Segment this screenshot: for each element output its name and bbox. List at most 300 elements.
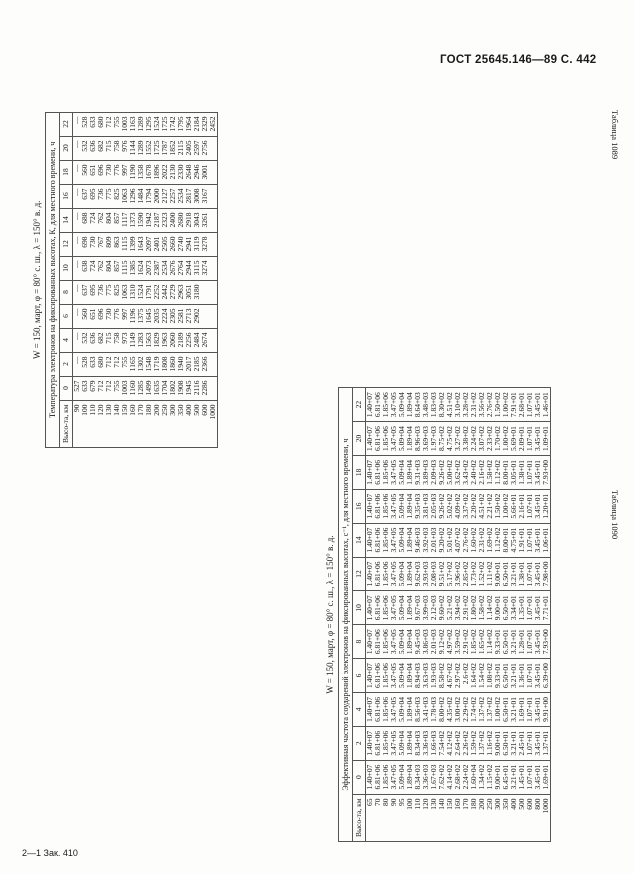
column-header: 12 <box>353 557 366 591</box>
value-cell: 1742 <box>169 112 177 136</box>
value-cell: 1.28+01 <box>518 625 526 659</box>
value-cell: 3.38+02 <box>462 422 470 456</box>
value-cell <box>209 280 218 304</box>
value-cell: 1787 <box>161 136 169 160</box>
value-cell: 1963 <box>161 328 169 352</box>
height-cell: 170 <box>137 400 145 447</box>
value-cell: 1.85+06 <box>382 523 390 557</box>
value-cell: 2.09+01 <box>518 422 526 456</box>
value-cell: 1.40+07 <box>366 557 375 591</box>
value-cell: 2.31+02 <box>478 523 486 557</box>
value-cell: 532 <box>81 328 89 352</box>
value-cell: 688 <box>81 208 89 232</box>
value-cell: 1.73+02 <box>470 557 478 591</box>
column-header: 14 <box>353 523 366 557</box>
value-cell: 2941 <box>185 232 193 256</box>
value-cell: 3.45+01 <box>534 523 542 557</box>
value-cell: 6.50+01 <box>502 726 510 760</box>
value-cell: 3.45+01 <box>534 455 542 489</box>
page-footer: 2—1 Зак. 410 <box>22 848 78 858</box>
height-cell: 170 <box>462 794 470 841</box>
value-cell: 4.75+02 <box>446 422 454 456</box>
value-cell: 2.05+03 <box>430 489 438 523</box>
value-cell: 3.92+03 <box>422 523 430 557</box>
value-cell: 2097 <box>145 232 153 256</box>
height-cell: 500 <box>193 400 201 447</box>
table-row <box>161 112 169 447</box>
value-cell: 1165 <box>129 352 137 376</box>
column-header: Высо-та, км <box>60 400 73 447</box>
value-cell: 2401 <box>153 232 161 256</box>
value-cell: 736 <box>97 184 105 208</box>
value-cell: 7.93+00 <box>542 625 551 659</box>
value-cell: 7.62+02 <box>438 760 446 794</box>
table-row <box>97 112 105 447</box>
value-cell: 3.63+03 <box>422 659 430 693</box>
value-cell: 775 <box>105 184 113 208</box>
value-cell: 2187 <box>153 208 161 232</box>
value-cell: 2581 <box>177 304 185 328</box>
value-cell: 1.12+02 <box>494 455 502 489</box>
value-cell: 9.20+02 <box>438 523 446 557</box>
value-cell: 3.45+01 <box>534 489 542 523</box>
value-cell: 1.80+02 <box>470 591 478 625</box>
value-cell: 6.81+06 <box>374 489 382 523</box>
value-cell: 2224 <box>161 304 169 328</box>
column-header: 6 <box>60 304 73 328</box>
height-cell: 95 <box>398 794 406 841</box>
column-header: 4 <box>353 692 366 726</box>
table2-caption: Эффективная частота соударений электронов на фиксированных высотах, с⁻¹, для местного времени, ч <box>338 387 352 842</box>
column-header: 16 <box>353 489 366 523</box>
value-cell: 1829 <box>153 328 161 352</box>
value-cell: 3.45+01 <box>534 760 542 794</box>
height-cell: 100 <box>406 794 414 841</box>
value-cell: 9.26+02 <box>438 489 446 523</box>
value-cell: 3.21+01 <box>510 557 518 591</box>
column-header: Высо-та, км <box>353 794 366 841</box>
page-header: ГОСТ 25645.146—89 С. 442 <box>440 54 597 66</box>
value-cell: 2.21+02 <box>486 489 494 523</box>
value-cell: 776 <box>113 304 121 328</box>
value-cell: 3.07+02 <box>478 422 486 456</box>
value-cell: 1.11+02 <box>486 557 494 591</box>
value-cell: 2000 <box>153 184 161 208</box>
value-cell: 1.08+02 <box>486 659 494 693</box>
value-cell: 1.69+02 <box>486 523 494 557</box>
value-cell: — <box>73 352 82 376</box>
value-cell: 1860 <box>169 352 177 376</box>
value-cell: 2017 <box>185 352 193 376</box>
column-header: 0 <box>353 760 366 794</box>
value-cell: 3.86+03 <box>422 625 430 659</box>
value-cell: 1.85+02 <box>470 625 478 659</box>
value-cell: 1.54+02 <box>478 659 486 693</box>
value-cell: 973 <box>121 328 129 352</box>
value-cell: 1794 <box>145 184 153 208</box>
value-cell: 9.33+01 <box>494 625 502 659</box>
table-row <box>169 112 177 447</box>
value-cell: 1.07+01 <box>526 422 534 456</box>
value-cell: 1.40+07 <box>366 422 375 456</box>
value-cell: — <box>73 256 82 280</box>
value-cell: 715 <box>105 136 113 160</box>
value-cell: 8.34+03 <box>414 726 422 760</box>
value-cell: 2323 <box>161 208 169 232</box>
value-cell: 695 <box>89 184 97 208</box>
value-cell: 2648 <box>185 160 193 184</box>
value-cell: 1590 <box>137 208 145 232</box>
value-cell: 8.00+01 <box>502 523 510 557</box>
value-cell <box>209 160 218 184</box>
value-cell: — <box>73 304 82 328</box>
value-cell: 7.98+00 <box>542 557 551 591</box>
value-cell: 5.66+01 <box>510 489 518 523</box>
value-cell: 2764 <box>177 256 185 280</box>
value-cell: 1.20+01 <box>542 489 551 523</box>
column-header: 2 <box>60 352 73 376</box>
value-cell: 1.89+04 <box>406 422 414 456</box>
table-row <box>201 112 209 447</box>
value-cell: 2184 <box>193 112 201 136</box>
value-cell: 2.68+02 <box>454 760 462 794</box>
value-cell: 3274 <box>201 256 209 280</box>
value-cell: 5.09+04 <box>398 591 406 625</box>
value-cell: 3043 <box>193 208 201 232</box>
value-cell: 2713 <box>185 304 193 328</box>
table-row <box>542 388 551 842</box>
value-cell: 2.20+02 <box>470 489 478 523</box>
value-cell: 976 <box>121 136 129 160</box>
height-cell: 110 <box>89 400 97 447</box>
value-cell: 1283 <box>137 328 145 352</box>
value-cell: 1.89+04 <box>406 726 414 760</box>
value-cell: 1.85+06 <box>382 422 390 456</box>
value-cell: 4.09+02 <box>454 489 462 523</box>
value-cell: 3.47+05 <box>390 489 398 523</box>
value-cell <box>209 328 218 352</box>
height-cell: 130 <box>105 400 113 447</box>
value-cell: 2756 <box>201 136 209 160</box>
value-cell: 1063 <box>121 280 129 304</box>
value-cell: 6.50+01 <box>502 591 510 625</box>
value-cell: 1.40+07 <box>366 388 375 422</box>
value-cell: 1.85+06 <box>382 591 390 625</box>
value-cell <box>209 352 218 376</box>
value-cell: 6.45+01 <box>502 760 510 794</box>
value-cell: 1285 <box>137 376 145 400</box>
value-cell: 1.07+01 <box>526 659 534 693</box>
value-cell: 767 <box>97 232 105 256</box>
value-cell: 2.16+02 <box>478 455 486 489</box>
value-cell: 3.94+02 <box>454 591 462 625</box>
value-cell: 3261 <box>201 208 209 232</box>
value-cell: 809 <box>105 232 113 256</box>
value-cell: 1373 <box>129 208 137 232</box>
value-cell: 1499 <box>145 376 153 400</box>
value-cell: 2.29+02 <box>462 692 470 726</box>
value-cell: 3.37+02 <box>462 489 470 523</box>
value-cell: 1548 <box>145 352 153 376</box>
value-cell: 3.45+01 <box>534 388 542 422</box>
value-cell: 3.47+05 <box>390 422 398 456</box>
value-cell: 3.45+01 <box>534 692 542 726</box>
value-cell: 1.89+04 <box>406 523 414 557</box>
value-cell: 1.60+02 <box>470 523 478 557</box>
value-cell: 1.40+07 <box>366 523 375 557</box>
value-cell: 1.93+03 <box>430 659 438 693</box>
value-cell: 4.14+02 <box>446 760 454 794</box>
height-cell: 350 <box>177 400 185 447</box>
value-cell: 730 <box>105 304 113 328</box>
value-cell: 755 <box>113 376 121 400</box>
value-cell: 4.51+02 <box>478 489 486 523</box>
value-cell: 6.81+06 <box>374 591 382 625</box>
value-cell: 1375 <box>137 304 145 328</box>
value-cell: 4.07+02 <box>454 523 462 557</box>
value-cell: 755 <box>113 112 121 136</box>
value-cell: 679 <box>89 376 97 400</box>
value-cell: 2676 <box>169 256 177 280</box>
value-cell: 5.09+04 <box>398 557 406 591</box>
value-cell: 1003 <box>121 376 129 400</box>
value-cell: — <box>73 112 82 136</box>
height-cell: 140 <box>438 794 446 841</box>
value-cell: 1563 <box>145 328 153 352</box>
value-cell: 2130 <box>169 160 177 184</box>
value-cell: 9.51+02 <box>438 557 446 591</box>
value-cell: 7.71+01 <box>542 591 551 625</box>
value-cell: 638 <box>81 256 89 280</box>
value-cell: 8.58+02 <box>438 659 446 693</box>
table-row <box>81 112 89 447</box>
value-cell: 1942 <box>145 208 153 232</box>
table-row <box>73 112 82 447</box>
value-cell: 715 <box>105 328 113 352</box>
value-cell: 1.00+02 <box>502 422 510 456</box>
value-cell: 3.05+01 <box>510 455 518 489</box>
value-cell: 5.09+04 <box>398 726 406 760</box>
value-cell: 8.64+03 <box>414 388 422 422</box>
height-cell: 400 <box>185 400 193 447</box>
column-header: 8 <box>60 280 73 304</box>
height-cell: 150 <box>446 794 454 841</box>
value-cell: 1524 <box>137 280 145 304</box>
value-cell <box>209 184 218 208</box>
value-cell: 2.24+02 <box>470 422 478 456</box>
value-cell: 9.35+03 <box>414 489 422 523</box>
value-cell: 2252 <box>153 280 161 304</box>
value-cell: 5.09+04 <box>398 455 406 489</box>
value-cell: 3.47+05 <box>390 760 398 794</box>
value-cell: 3.48+03 <box>422 388 430 422</box>
value-cell: 2329 <box>201 112 209 136</box>
value-cell: 1.37+01 <box>542 726 551 760</box>
value-cell: 1.40+07 <box>366 692 375 726</box>
value-cell: 2.24+02 <box>462 760 470 794</box>
value-cell: 758 <box>113 328 121 352</box>
value-cell: 1.07+01 <box>526 523 534 557</box>
value-cell: 3.47+05 <box>390 557 398 591</box>
value-cell <box>201 304 209 328</box>
value-cell: 3.47+05 <box>390 692 398 726</box>
value-cell: — <box>73 136 82 160</box>
value-cell: 2.26+02 <box>462 726 470 760</box>
value-cell: 8.34+03 <box>414 760 422 794</box>
value-cell: 1678 <box>145 160 153 184</box>
value-cell: 712 <box>113 352 121 376</box>
value-cell: 1.50+02 <box>494 489 502 523</box>
value-cell: 1725 <box>153 136 161 160</box>
height-cell: 100 <box>81 400 89 447</box>
value-cell: 1160 <box>129 376 137 400</box>
value-cell: 1.97+03 <box>430 422 438 456</box>
value-cell: 1.83+03 <box>430 388 438 422</box>
value-cell: 3.89+03 <box>422 455 430 489</box>
value-cell: 3.47+05 <box>390 591 398 625</box>
value-cell: 1.46+01 <box>542 388 551 422</box>
value-cell: 3.36+03 <box>422 726 430 760</box>
value-cell: 712 <box>105 112 113 136</box>
value-cell: 1.85+06 <box>382 760 390 794</box>
value-cell: 6.81+06 <box>374 455 382 489</box>
value-cell: 1.58+02 <box>486 455 494 489</box>
value-cell: 2.08+03 <box>430 557 438 591</box>
height-cell: 120 <box>97 400 105 447</box>
height-cell: 200 <box>153 400 161 447</box>
value-cell: 1295 <box>145 112 153 136</box>
value-cell: 3.45+01 <box>534 557 542 591</box>
value-cell: 5.09+04 <box>398 523 406 557</box>
column-header: 20 <box>60 136 73 160</box>
value-cell: 4.35+02 <box>446 692 454 726</box>
value-cell: 2.01+03 <box>430 625 438 659</box>
value-cell: 2.31+02 <box>470 388 478 422</box>
value-cell: 2257 <box>169 184 177 208</box>
value-cell: 1190 <box>129 160 137 184</box>
value-cell: 3180 <box>193 280 201 304</box>
value-cell: 5.21+02 <box>446 591 454 625</box>
value-cell: 2534 <box>177 184 185 208</box>
value-cell: — <box>73 208 82 232</box>
value-cell: 1.15+02 <box>486 760 494 794</box>
value-cell: 1.14+02 <box>486 625 494 659</box>
value-cell: 2127 <box>161 184 169 208</box>
value-cell: 5.09+04 <box>398 388 406 422</box>
value-cell: 825 <box>113 280 121 304</box>
value-cell: 3119 <box>193 232 201 256</box>
value-cell: 682 <box>97 328 105 352</box>
value-cell: 8.56+03 <box>414 692 422 726</box>
value-cell: 1.60+04 <box>470 760 478 794</box>
value-cell: 1.07+01 <box>526 692 534 726</box>
value-cell: 1.36+01 <box>518 659 526 693</box>
value-cell: 1.37+02 <box>478 726 486 760</box>
value-cell: 5.09+04 <box>398 489 406 523</box>
value-cell: 633 <box>81 376 89 400</box>
value-cell: 1624 <box>137 256 145 280</box>
value-cell: 1296 <box>129 184 137 208</box>
value-cell: 724 <box>89 208 97 232</box>
value-cell: 997 <box>121 304 129 328</box>
value-cell: 9.12+02 <box>438 625 446 659</box>
value-cell: 6.39+00 <box>542 659 551 693</box>
value-cell: 1.85+06 <box>382 692 390 726</box>
value-cell: 8.96+03 <box>414 422 422 456</box>
value-cell: 6.50+01 <box>502 625 510 659</box>
height-cell: 80 <box>382 794 390 841</box>
value-cell: 1.35+01 <box>518 591 526 625</box>
value-cell: 1.07+01 <box>526 591 534 625</box>
value-cell: 1.58+02 <box>478 591 486 625</box>
column-header: 8 <box>353 625 366 659</box>
value-cell: 2452 <box>209 112 218 136</box>
value-cell: 527 <box>73 376 82 400</box>
value-cell: 3.93+03 <box>422 557 430 591</box>
value-cell: 1.85+06 <box>382 388 390 422</box>
value-cell: 9.46+03 <box>414 523 422 557</box>
value-cell: 1358 <box>137 160 145 184</box>
value-cell: 2597 <box>193 136 201 160</box>
height-cell: 400 <box>510 794 518 841</box>
column-header: 10 <box>353 591 366 625</box>
value-cell: 5.17+02 <box>446 557 454 591</box>
value-cell: 3.96+02 <box>454 557 462 591</box>
value-cell: 1.07+01 <box>526 726 534 760</box>
value-cell <box>209 304 218 328</box>
value-cell: 8.94+03 <box>414 659 422 693</box>
value-cell: 724 <box>89 256 97 280</box>
value-cell: 633 <box>89 352 97 376</box>
height-cell: 90 <box>390 794 398 841</box>
value-cell: 7.93+00 <box>542 455 551 489</box>
value-cell: 1.89+04 <box>406 455 414 489</box>
value-cell: 2817 <box>185 184 193 208</box>
value-cell: 2400 <box>169 208 177 232</box>
value-cell: 3.47+05 <box>390 625 398 659</box>
value-cell: 5.69+01 <box>510 422 518 456</box>
value-cell: 3.47+05 <box>390 455 398 489</box>
value-cell: 1.45+01 <box>518 760 526 794</box>
value-cell: 1.85+06 <box>382 726 390 760</box>
value-cell: 1.50+02 <box>494 388 502 422</box>
value-cell: 1725 <box>161 112 169 136</box>
value-cell: 696 <box>97 304 105 328</box>
height-cell: 180 <box>145 400 153 447</box>
value-cell: 1289 <box>137 112 145 136</box>
value-cell: 1.38+01 <box>518 557 526 591</box>
value-cell: 1.85+06 <box>382 455 390 489</box>
value-cell: 758 <box>113 136 121 160</box>
value-cell: 3051 <box>185 280 193 304</box>
value-cell: 4.67+02 <box>446 659 454 693</box>
column-header: 18 <box>353 455 366 489</box>
value-cell: 1289 <box>137 136 145 160</box>
value-cell: 1802 <box>169 376 177 400</box>
column-header: 4 <box>60 328 73 352</box>
value-cell: 633 <box>89 112 97 136</box>
value-cell: 2115 <box>177 136 185 160</box>
value-cell: 2674 <box>201 328 209 352</box>
table1-title: W = 150, март, φ = 80° с. ш., λ = 150° в. д. <box>32 200 42 359</box>
value-cell: 1945 <box>185 376 193 400</box>
value-cell: 3278 <box>201 232 209 256</box>
value-cell: 2035 <box>153 304 161 328</box>
value-cell: 776 <box>113 160 121 184</box>
value-cell: 1.89+04 <box>406 591 414 625</box>
value-cell: 736 <box>97 280 105 304</box>
value-cell: 1.70+02 <box>494 422 502 456</box>
